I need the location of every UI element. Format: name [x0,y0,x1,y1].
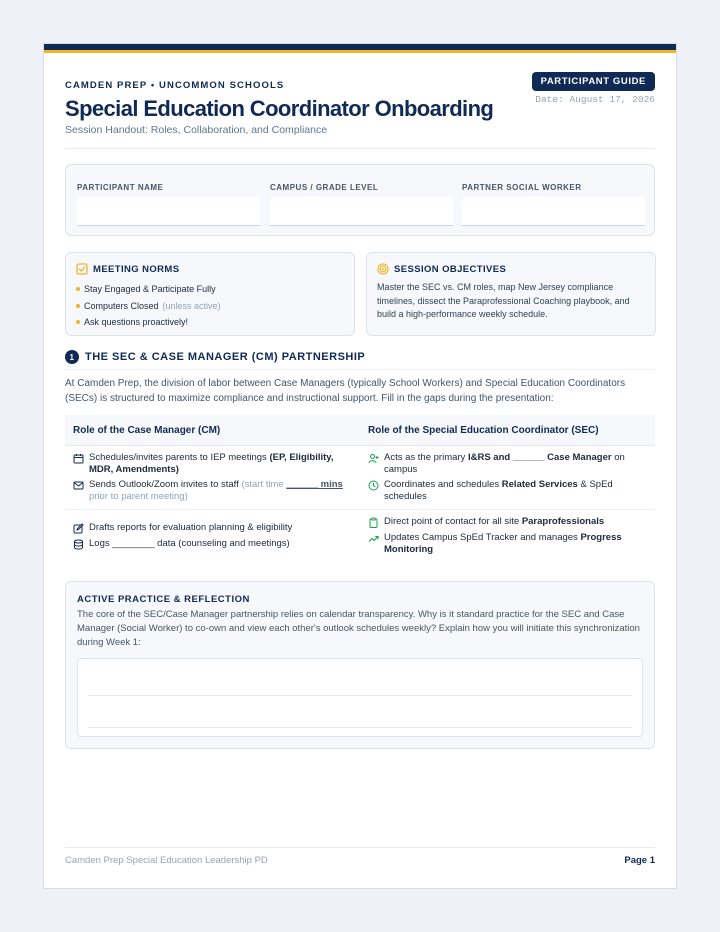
sec-role-item [368,479,653,503]
page-subtitle: Session Handout: Roles, Collaboration, and Compliance [65,124,328,136]
footer-label: Camden Prep Special Education Leadership PD [65,855,268,866]
mail-icon [73,480,84,491]
sec-role-text: on campus [384,452,625,475]
participant-name-field[interactable] [77,197,260,226]
session-date: Date: August 17, 2026 [535,94,655,105]
calendar-icon [73,453,84,464]
reflection-answer-box[interactable] [77,658,643,737]
column-header-sec: Role of the Special Education Coordinator (SEC) [368,425,599,436]
norm-text: Ask questions proactively! [84,317,189,328]
fill-blank[interactable]: ______ mins [286,479,343,490]
target-icon [377,263,389,275]
list-item [76,298,346,315]
sec-role-text: Coordinates and schedules [384,479,502,490]
clock-icon [368,480,379,491]
clipboard-icon [368,517,379,528]
meeting-norms-card [65,252,355,336]
list-item [76,281,346,298]
sec-role-bold: Progress Monitoring [384,532,622,555]
partner-social-worker-field[interactable] [462,197,645,226]
section-intro: At Camden Prep, the division of labor between Case Managers (typically School Workers) and Special Education Coordinators (SECs) is structured to maximize compliance and instructional support. Fill in the gaps during the presentation: [65,378,626,404]
bullet-dot [76,304,80,308]
sec-role-bold: Paraprofessionals [521,516,605,527]
sec-role-bold: I&RS and ______ Case Manager [467,452,612,463]
sec-role-item [368,532,653,556]
sec-role-item [368,516,653,528]
norm-note: (unless active) [162,300,221,311]
participant-name-group [77,183,260,226]
cm-role-text: Logs [89,538,113,549]
page-number: Page 1 [624,855,655,866]
cm-role-item [73,479,355,503]
cm-role-instruction: (start time [241,479,287,490]
bullet-dot [76,287,80,291]
participant-guide-badge: PARTICIPANT GUIDE [532,72,655,91]
participant-name-label: PARTICIPANT NAME [77,183,164,192]
sec-role-item [368,452,653,476]
partner-social-worker-group [462,183,645,226]
campus-grade-group [270,183,453,226]
norms-list [76,281,346,331]
section-number: 1 [65,350,79,364]
section-heading [65,350,365,364]
cm-role-instruction: prior to parent meeting) [89,491,188,502]
cm-role-text: Schedules/invites parents to IEP meetings [89,452,270,463]
footer-divider [65,847,655,848]
campus-grade-field[interactable] [270,197,453,226]
answer-line [88,695,632,696]
database-icon [73,539,84,550]
meeting-norms-title: MEETING NORMS [93,263,180,275]
bullet-dot [76,320,80,324]
session-objectives-card [366,252,656,336]
campus-grade-label: CAMPUS / GRADE LEVEL [270,183,379,192]
section-title: THE SEC & CASE MANAGER (CM) PARTNERSHIP [85,351,366,363]
handout-page [43,43,677,889]
user-plus-icon [368,453,379,464]
column-header-cm: Role of the Case Manager (CM) [73,425,221,436]
sec-role-text: Updates Campus SpEd Tracker and manages [384,532,581,543]
sec-role-bold: Related Services [501,479,578,490]
row-divider [65,509,655,510]
sec-role-text: Acts as the primary [384,452,468,463]
roles-table-header [65,415,655,446]
active-practice-title: ACTIVE PRACTICE & REFLECTION [77,594,250,605]
norm-text: Stay Engaged & Participate Fully [84,284,216,295]
active-practice-card [65,581,655,749]
active-practice-prompt: The core of the SEC/Case Manager partnership relies on calendar transparency. Why is it standard practice for the SEC and Case Manager (Social Worker) to co-own and view each other's outlook schedules weekly? Explain how you will initiate this synchronization during Week 1: [77,609,640,648]
cm-role-text: Drafts reports for evaluation planning & eligibility [89,522,293,533]
checklist-icon [76,263,88,275]
sec-role-text: & SpEd schedules [384,479,613,502]
cm-role-item [73,452,355,476]
answer-line [88,727,632,728]
cm-role-text: data (counseling and meetings) [154,538,290,549]
divider [65,148,655,149]
participant-info-box [65,164,655,236]
cm-role-bold: (EP, Eligibility, MDR, Amendments) [89,452,334,475]
cm-role-text: Sends Outlook/Zoom invites to staff [89,479,242,490]
edit-icon [73,523,84,534]
sec-role-text: Direct point of contact for all site [384,516,522,527]
fill-blank[interactable]: ________ [112,538,155,549]
page-title: Special Education Coordinator Onboarding [65,96,494,121]
session-objectives-title: SESSION OBJECTIVES [394,263,507,275]
divider [65,369,655,370]
cm-role-item [73,538,355,550]
norm-text: Computers Closed [84,300,159,311]
org-label: CAMDEN PREP • UNCOMMON SCHOOLS [65,80,285,91]
partner-social-worker-label: PARTNER SOCIAL WORKER [462,183,582,192]
list-item [76,314,346,331]
trend-up-icon [368,533,379,544]
session-objectives-text: Master the SEC vs. CM roles, map New Jersey compliance timelines, dissect the Paraprofessional Coaching playbook, and build a high-performance weekly schedule. [377,282,630,319]
cm-role-item [73,522,355,534]
